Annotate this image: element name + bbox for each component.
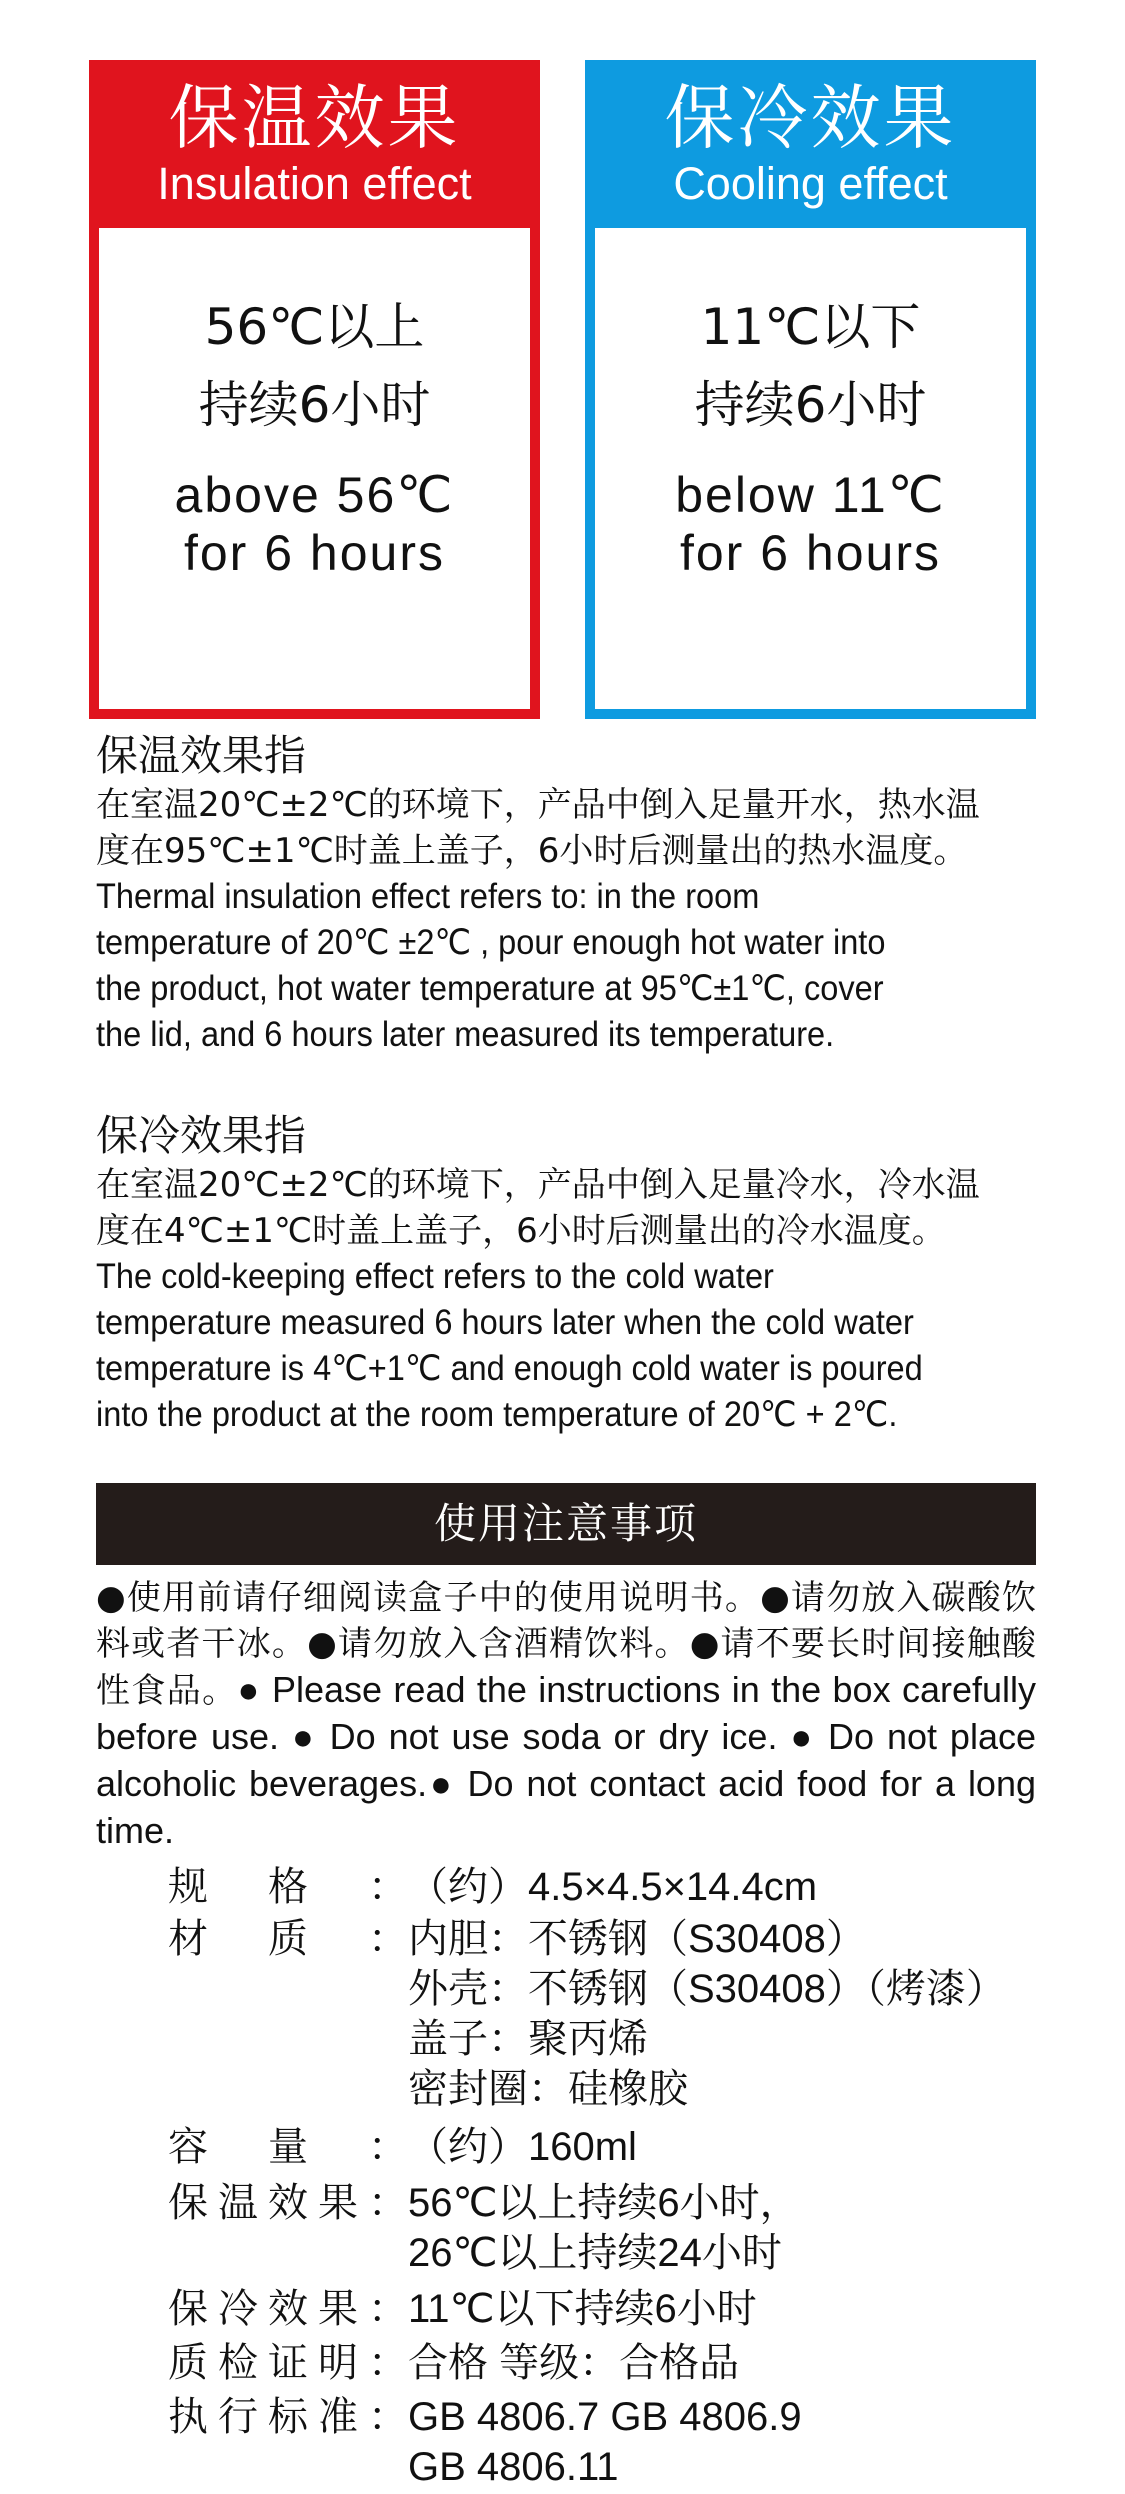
spec-key: 保温效果： [168,2180,408,2226]
spec-row-cooling [168,2284,757,2334]
spec-key: 容量： [168,2124,408,2170]
cooling-definition-title: 保冷效果指 [96,1111,307,1160]
cooling-definition-en-line: into the product at the room temperature of 20℃ + 2℃. [96,1395,898,1434]
cooling-header [595,70,1026,228]
spec-value: 合格 等级：合格品 [408,2341,740,2385]
spec-row-material [168,1914,1006,2114]
cooling-title-zh: 保冷效果 [664,77,957,159]
insulation-header [99,70,530,228]
insulation-definition-en-line: temperature of 20℃ ±2℃ , pour enough hot water into [96,923,886,962]
spec-row-size [168,1862,817,1912]
spec-value: 外壳：不锈钢（S30408）（烤漆） [408,1967,1006,2011]
spec-value: （约）4.5×4.5×14.4cm [408,1865,818,1909]
spec-row-insulation [168,2178,800,2278]
spec-value: 56℃以上持续6小时， [408,2181,800,2225]
insulation-definition-title: 保温效果指 [96,731,307,780]
cooling-definition-en-line: temperature measured 6 hours later when the cold water [96,1303,914,1342]
insulation-body [99,228,530,709]
spec-value: 内胆：不锈钢（S30408） [408,1917,866,1961]
spec-row-capacity [168,2122,637,2172]
cooling-definition-en-line: The cold-keeping effect refers to the cold water [96,1257,774,1296]
spec-key: 质检证明： [168,2340,408,2386]
cooling-temp-zh: 11℃以下 [700,298,921,356]
spec-key: 材质： [168,1916,408,1962]
insulation-title-zh: 保温效果 [168,77,461,159]
spec-key: 保冷效果： [168,2286,408,2332]
insulation-definition-zh-line: 在室温20℃±2℃的环境下，产品中倒入足量开水，热水温 [96,785,980,825]
spec-key: 执行标准： [168,2394,408,2440]
cooling-definition-zh-line: 度在4℃±1℃时盖上盖子，6小时后测量出的冷水温度。 [96,1211,946,1251]
cooling-box [585,60,1036,719]
spec-value: 26℃以上持续24小时 [408,2231,782,2275]
insulation-definition-zh-line: 度在95℃±1℃时盖上盖子，6小时后测量出的热水温度。 [96,831,968,871]
spec-value: GB 4806.11 [408,2445,619,2489]
cooling-definition-zh-line: 在室温20℃±2℃的环境下，产品中倒入足量冷水，冷水温 [96,1165,980,1205]
spec-value: 11℃以下持续6小时 [408,2287,757,2331]
spec-value: 密封圈：硅橡胶 [408,2067,688,2111]
cooling-duration-zh: 持续6小时 [694,376,927,434]
usage-notes-heading: 使用注意事项 [96,1483,1036,1565]
insulation-title-en: Insulation effect [157,158,472,209]
usage-notes [96,1575,1036,1855]
insulation-definition-en-line: Thermal insulation effect refers to: in the room [96,877,760,916]
spec-value: （约）160ml [408,2125,637,2169]
spec-row-standard [168,2392,802,2492]
cooling-title-en: Cooling effect [673,158,948,209]
spec-value: 盖子：聚丙烯 [408,2017,648,2061]
insulation-box [89,60,540,719]
insulation-definition-en-line: the lid, and 6 hours later measured its temperature. [96,1015,835,1054]
cooling-temp-en: below 11℃ [675,467,946,523]
cooling-duration-en: for 6 hours [679,525,941,581]
usage-notes-en: ● Please read the instructions in the box carefully before use. ● Do not use soda or dry ice. ● Do not place alcoholic beverages.● Do not contact acid food for a long time. [96,1669,1037,1851]
insulation-temp-zh: 56℃以上 [204,298,425,356]
insulation-temp-en: above 56℃ [174,467,455,523]
insulation-definition-en-line: the product, hot water temperature at 95℃±1℃, cover [96,969,884,1008]
insulation-duration-zh: 持续6小时 [198,376,431,434]
cooling-definition [96,1110,1036,1438]
cooling-body [595,228,1026,709]
insulation-definition [96,730,1036,1058]
insulation-duration-en: for 6 hours [183,525,445,581]
spec-row-quality [168,2338,739,2388]
usage-notes-zh: ●使用前请仔细阅读盒子中的使用说明书。●请勿放入碳酸饮料或者干冰。●请勿放入含酒精饮料。●请不要长时间接触酸性食品。 [96,1578,1036,1711]
spec-key: 规格： [168,1864,408,1910]
spec-value: GB 4806.7 GB 4806.9 [408,2395,802,2439]
cooling-definition-en-line: temperature is 4℃+1℃ and enough cold water is poured [96,1349,923,1388]
